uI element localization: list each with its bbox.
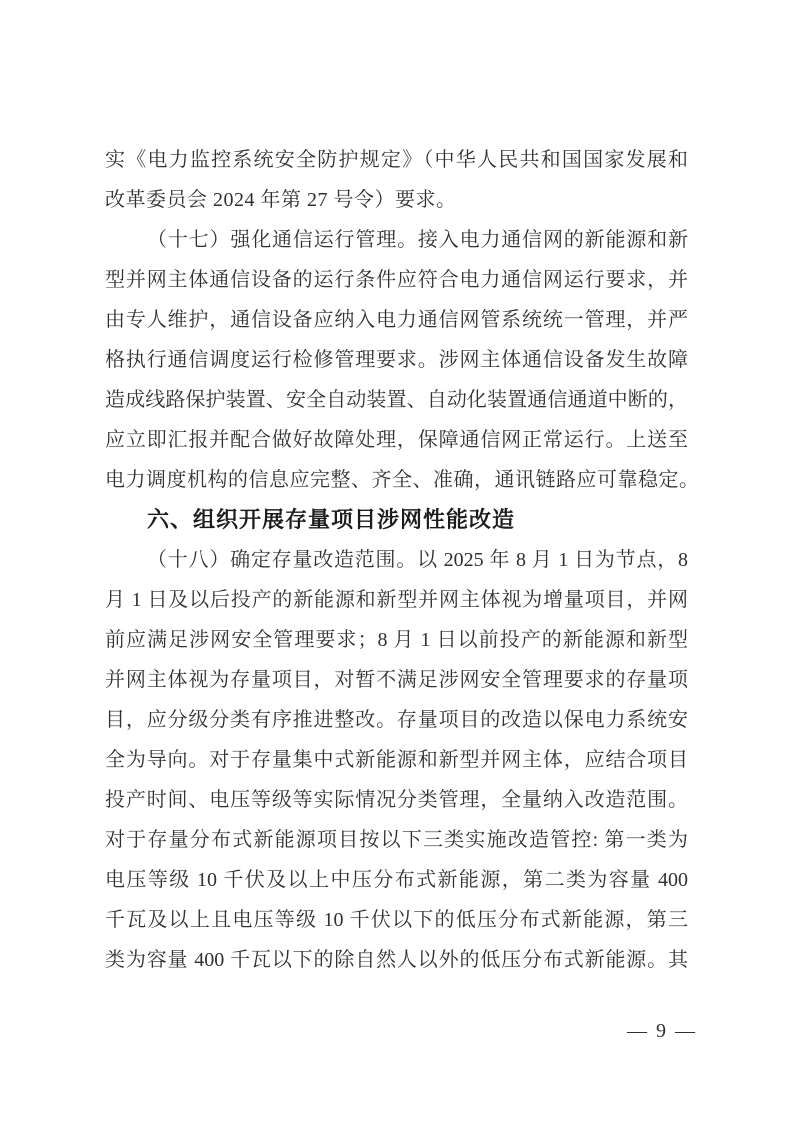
document-line: 造成线路保护装置、安全自动装置、自动化装置通信通道中断的， — [105, 389, 688, 411]
document-line: 由专人维护，通信设备应纳入电力通信网管系统统一管理，并严 — [105, 309, 688, 331]
document-line: 全为导向。对于存量集中式新能源和新型并网主体，应结合项目 — [105, 749, 688, 771]
page-number: — 9 — — [627, 1020, 697, 1042]
document-line: 千瓦及以上且电压等级 10 千伏以下的低压分布式新能源，第三 — [105, 909, 688, 931]
document-line: 电力调度机构的信息应完整、齐全、准确，通讯链路应可靠稳定。 — [105, 469, 700, 491]
document-line: 电压等级 10 千伏及以上中压分布式新能源，第二类为容量 400 — [105, 869, 688, 891]
document-line: 实《电力监控系统安全防护规定》（中华人民共和国国家发展和 — [105, 149, 688, 171]
document-line: （十七）强化通信运行管理。接入电力通信网的新能源和新 — [147, 229, 688, 251]
document-line: 格执行通信调度运行检修管理要求。涉网主体通信设备发生故障 — [105, 349, 688, 371]
document-line: 应立即汇报并配合做好故障处理，保障通信网正常运行。上送至 — [105, 429, 688, 451]
document-line: 月 1 日及以后投产的新能源和新型并网主体视为增量项目，并网 — [105, 589, 688, 611]
document-line: 型并网主体通信设备的运行条件应符合电力通信网运行要求，并 — [105, 269, 688, 291]
document-line: 并网主体视为存量项目，对暂不满足涉网安全管理要求的存量项 — [105, 669, 688, 691]
document-line: 对于存量分布式新能源项目按以下三类实施改造管控: 第一类为 — [105, 829, 688, 851]
document-line: 改革委员会 2024 年第 27 号令）要求。 — [105, 189, 457, 211]
document-line: 前应满足涉网安全管理要求；8 月 1 日以前投产的新能源和新型 — [105, 629, 688, 651]
document-line: 类为容量 400 千瓦以下的除自然人以外的低压分布式新能源。其 — [105, 949, 688, 971]
document-line: 目，应分级分类有序推进整改。存量项目的改造以保电力系统安 — [105, 709, 688, 731]
document-body — [105, 140, 700, 980]
section-heading: 六、组织开展存量项目涉网性能改造 — [147, 507, 516, 532]
document-line: （十八）确定存量改造范围。以 2025 年 8 月 1 日为节点，8 — [147, 549, 688, 571]
document-line: 投产时间、电压等级等实际情况分类管理，全量纳入改造范围。 — [105, 789, 688, 811]
